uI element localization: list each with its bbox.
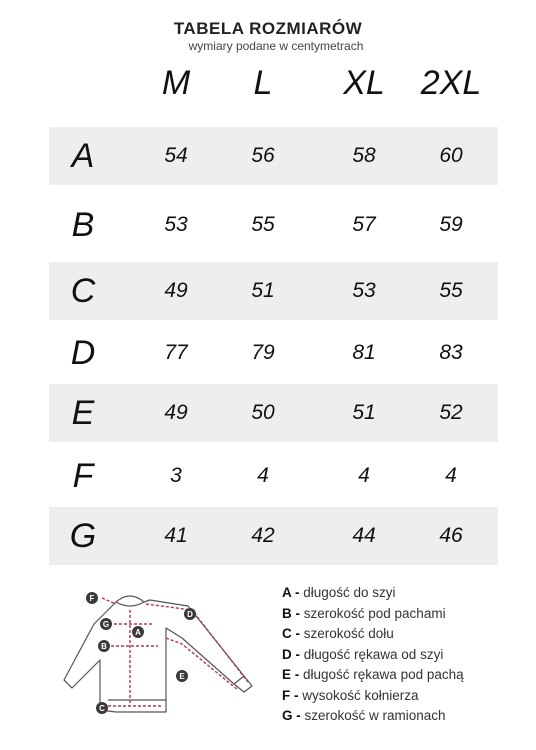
legend-text: szerokość pod pachami (300, 605, 446, 621)
table-cell: 42 (251, 524, 275, 547)
legend-text: długość rękawa pod pachą (299, 667, 464, 682)
table-cell: 56 (251, 144, 275, 167)
table-cell: 55 (439, 279, 463, 302)
svg-text:C: C (99, 704, 105, 713)
legend-text: długość do szyi (299, 585, 396, 600)
row-label: C (70, 272, 96, 310)
size-header-m: M (161, 64, 191, 102)
diagram-marker-b (98, 640, 110, 652)
table-row-g (49, 507, 498, 565)
legend-text: szerokość w ramionach (300, 708, 446, 723)
measurement-legend (282, 583, 532, 727)
page-title: TABELA ROZMIARÓW (173, 19, 363, 38)
row-label: F (72, 457, 94, 495)
table-cell: 55 (251, 213, 275, 236)
table-cell: 4 (257, 464, 269, 487)
diagram-marker-c (96, 702, 108, 714)
table-row-c (49, 262, 498, 320)
table-row-a (49, 127, 498, 185)
diagram-marker-a (132, 626, 144, 638)
table-row-d (49, 324, 498, 382)
table-row-e (49, 384, 498, 442)
legend-item-f (282, 686, 532, 707)
table-cell: 4 (358, 464, 370, 487)
size-header-xl: XL (343, 64, 385, 102)
diagram-marker-e (176, 670, 188, 682)
legend-text: wysokość kołnierza (298, 687, 419, 703)
svg-text:A: A (135, 628, 141, 637)
table-cell: 51 (251, 279, 275, 302)
page-subtitle: wymiary podane w centymetrach (188, 39, 364, 53)
legend-item-d (282, 645, 532, 666)
table-cell: 59 (439, 213, 463, 236)
table-cell: 4 (445, 464, 457, 487)
svg-text:G: G (102, 620, 110, 629)
legend-key: D - (282, 646, 300, 662)
legend-item-a (282, 583, 532, 604)
table-cell: 49 (164, 279, 188, 302)
table-cell: 52 (439, 401, 463, 424)
table-cell: 50 (251, 401, 275, 424)
diagram-marker-f (86, 592, 98, 604)
sweatshirt-outline-icon (58, 580, 268, 730)
svg-text:E: E (179, 672, 185, 681)
table-cell: 53 (164, 213, 188, 236)
table-cell: 44 (352, 524, 376, 547)
legend-key: E - (282, 667, 300, 682)
table-cell: 58 (352, 144, 376, 167)
table-cell: 83 (439, 341, 463, 364)
diagram-marker-g (100, 618, 112, 630)
table-cell: 53 (352, 279, 376, 302)
table-cell: 41 (164, 524, 188, 547)
table-cell: 54 (164, 144, 188, 167)
table-cell: 81 (352, 341, 376, 364)
table-cell: 60 (439, 144, 463, 167)
table-cell: 57 (352, 213, 376, 236)
table-cell: 51 (352, 401, 376, 424)
svg-text:B: B (101, 642, 107, 651)
legend-key: F - (282, 687, 299, 703)
table-cell: 49 (164, 401, 188, 424)
row-label: D (70, 334, 96, 372)
row-label: E (71, 394, 95, 432)
sweatshirt-diagram (58, 580, 268, 730)
legend-key: C - (282, 626, 300, 641)
table-cell: 77 (164, 341, 188, 364)
svg-text:D: D (187, 610, 193, 619)
table-cell: 46 (439, 524, 463, 547)
table-row-b (49, 196, 498, 254)
table-cell: 3 (170, 464, 182, 487)
row-label: B (71, 206, 95, 244)
legend-item-c (282, 624, 532, 645)
table-row-f (49, 447, 498, 505)
svg-text:F: F (89, 594, 95, 603)
diagram-marker-d (184, 608, 196, 620)
legend-key: G - (282, 708, 301, 723)
size-header-l: L (253, 64, 273, 102)
row-label: A (71, 137, 95, 175)
size-header-2xl: 2XL (420, 64, 482, 102)
legend-key: B - (282, 605, 300, 621)
legend-item-e (282, 665, 532, 686)
legend-item-b (282, 604, 532, 625)
legend-item-g (282, 706, 532, 727)
legend-text: szerokość dołu (300, 626, 394, 641)
legend-text: długość rękawa od szyi (300, 646, 444, 662)
legend-key: A - (282, 585, 300, 600)
row-label: G (69, 517, 97, 555)
table-cell: 79 (251, 341, 275, 364)
